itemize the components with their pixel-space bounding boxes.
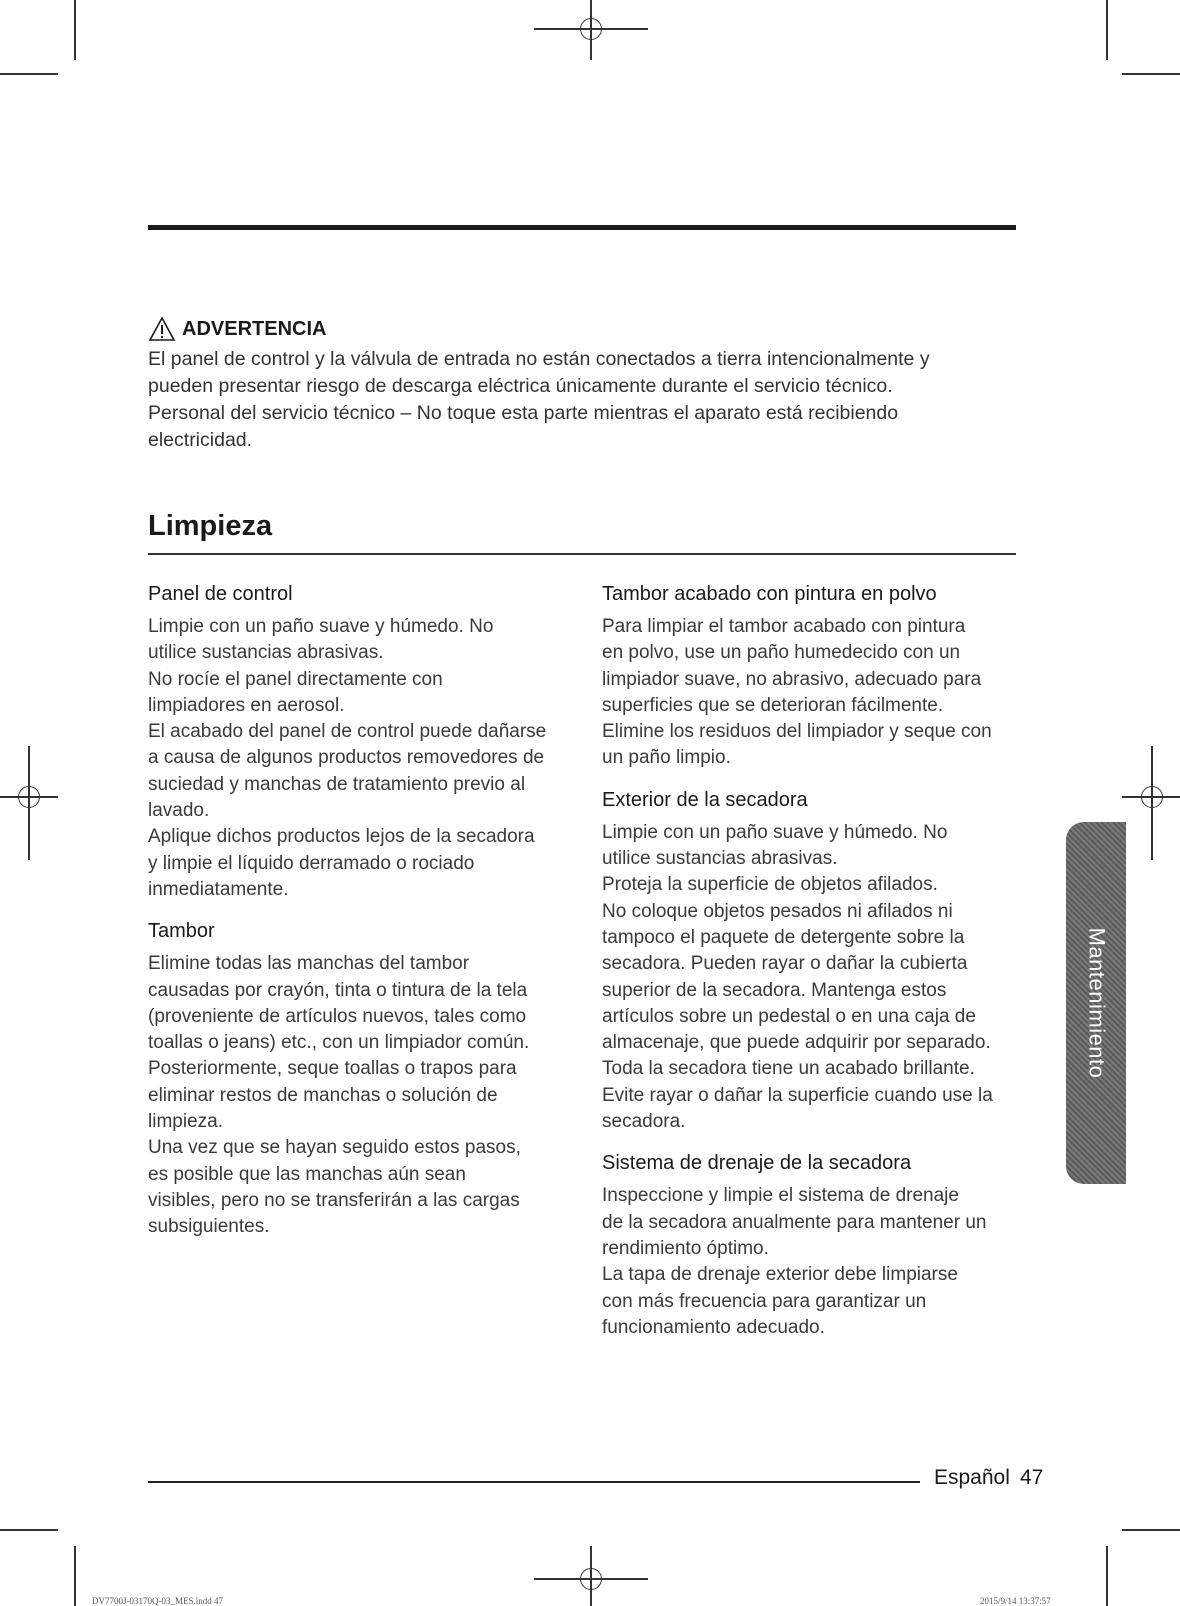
crop-mark bbox=[74, 0, 76, 60]
paragraph-line: Proteja la superficie de objetos afilados. bbox=[602, 874, 938, 896]
paragraph-line: toallas o jeans) etc., con un limpiador común. bbox=[148, 1032, 530, 1054]
paragraph-line: Limpie con un paño suave y húmedo. No bbox=[602, 821, 948, 843]
section-rule bbox=[148, 553, 1016, 555]
crop-mark bbox=[0, 1529, 58, 1531]
subsection-heading: Sistema de drenaje de la secadora bbox=[602, 1152, 912, 1175]
side-tab bbox=[1066, 822, 1126, 1184]
paragraph-line: Aplique dichos productos lejos de la secadora bbox=[148, 826, 535, 848]
side-tab-label: Mantenimiento bbox=[1084, 927, 1109, 1079]
left-column bbox=[148, 580, 568, 1255]
subsection-heading: Tambor acabado con pintura en polvo bbox=[602, 583, 937, 605]
paragraph-line: Posteriormente, seque toallas o trapos para bbox=[148, 1058, 517, 1080]
paragraph-line: almacenaje, que puede adquirir por separado. bbox=[602, 1032, 991, 1054]
paragraph-line: secadora. Pueden rayar o dañar la cubierta bbox=[602, 953, 968, 975]
paragraph-line: superficies que se deterioran fácilmente. bbox=[602, 694, 944, 716]
subsection bbox=[148, 917, 568, 1240]
footer-language: Español bbox=[934, 1466, 1010, 1489]
paragraph-line: El acabado del panel de control puede dañarse bbox=[148, 721, 547, 743]
slug-file: DV7700J-03170Q-03_MES.indd 47 bbox=[92, 1596, 224, 1606]
crop-mark bbox=[74, 1546, 76, 1606]
paragraph-line: eliminar restos de manchas o solución de bbox=[148, 1084, 498, 1106]
paragraph-line: La tapa de drenaje exterior debe limpiarse bbox=[602, 1264, 958, 1286]
paragraph-line: limpiador suave, no abrasivo, adecuado para bbox=[602, 668, 982, 690]
paragraph-line: funcionamiento adecuado. bbox=[602, 1316, 825, 1338]
paragraph-line: artículos sobre un pedestal o en una caja de bbox=[602, 1005, 976, 1027]
slug-timestamp: 2015/9/14 13:37:57 bbox=[980, 1596, 1051, 1606]
paragraph-line: Para limpiar el tambor acabado con pintura bbox=[602, 616, 966, 637]
subsection bbox=[602, 580, 1022, 772]
footer-rule bbox=[148, 1481, 920, 1483]
registration-circle bbox=[580, 1568, 602, 1590]
warning-line: pueden presentar riesgo de descarga eléctrica únicamente durante el servicio técnico. bbox=[148, 375, 893, 397]
crop-mark bbox=[1106, 0, 1108, 60]
registration-circle bbox=[580, 18, 602, 40]
paragraph-line: causadas por crayón, tinta o tintura de la tela bbox=[148, 979, 528, 1001]
right-column bbox=[602, 580, 1022, 1355]
paragraph-line: (proveniente de artículos nuevos, tales como bbox=[148, 1005, 527, 1027]
warning-heading-text: ADVERTENCIA bbox=[182, 317, 327, 340]
crop-mark bbox=[0, 73, 58, 75]
registration-circle bbox=[1141, 786, 1163, 808]
crop-mark bbox=[1122, 73, 1180, 75]
paragraph-line: utilice sustancias abrasivas. bbox=[148, 642, 384, 664]
paragraph-line: limpiadores en aerosol. bbox=[148, 694, 345, 716]
paragraph-line: subsiguientes. bbox=[148, 1216, 270, 1238]
paragraph-line: No rocíe el panel directamente con bbox=[148, 668, 443, 690]
paragraph-line: superior de la secadora. Mantenga estos bbox=[602, 979, 947, 1001]
page-number: 47 bbox=[1020, 1466, 1044, 1489]
subsection-heading: Panel de control bbox=[148, 583, 293, 605]
subsection bbox=[602, 786, 1022, 1136]
paragraph-line: Limpie con un paño suave y húmedo. No bbox=[148, 616, 494, 637]
warning-heading bbox=[148, 316, 326, 342]
subsection bbox=[148, 580, 568, 903]
paragraph-line: suciedad y manchas de tratamiento previo al bbox=[148, 773, 526, 795]
paragraph-line: Elimine los residuos del limpiador y seque con bbox=[602, 721, 992, 743]
section-title: Limpieza bbox=[148, 510, 273, 542]
warning-triangle-icon bbox=[148, 316, 176, 342]
warning-line: El panel de control y la válvula de entrada no están conectados a tierra intencionalmente y bbox=[148, 348, 930, 370]
paragraph-line: Evite rayar o dañar la superficie cuando use la bbox=[602, 1084, 993, 1106]
paragraph-line: limpieza. bbox=[148, 1111, 223, 1133]
paragraph-line: utilice sustancias abrasivas. bbox=[602, 848, 838, 870]
paragraph-line: en polvo, use un paño humedecido con un bbox=[602, 642, 961, 664]
paragraph-line: a causa de algunos productos removedores de bbox=[148, 747, 545, 769]
subsection bbox=[602, 1149, 1022, 1341]
paragraph-line: Elimine todas las manchas del tambor bbox=[148, 953, 470, 975]
subsection-heading: Exterior de la secadora bbox=[602, 788, 808, 811]
paragraph-line: No coloque objetos pesados ni afilados ni bbox=[602, 900, 953, 922]
paragraph-line: un paño limpio. bbox=[602, 747, 731, 769]
subsection-heading: Tambor bbox=[148, 920, 215, 943]
paragraph-line: Toda la secadora tiene un acabado brillante. bbox=[602, 1058, 975, 1080]
warning-line: Personal del servicio técnico – No toque esta parte mientras el aparato está recibiendo bbox=[148, 402, 899, 424]
paragraph-line: rendimiento óptimo. bbox=[602, 1237, 769, 1259]
warning-line: electricidad. bbox=[148, 429, 253, 451]
paragraph-line: con más frecuencia para garantizar un bbox=[602, 1290, 927, 1312]
paragraph-line: visibles, pero no se transferirán a las cargas bbox=[148, 1189, 520, 1211]
crop-mark bbox=[1122, 1529, 1180, 1531]
paragraph-line: Inspeccione y limpie el sistema de drenaje bbox=[602, 1185, 959, 1207]
crop-mark bbox=[1106, 1546, 1108, 1606]
paragraph-line: inmediatamente. bbox=[148, 878, 289, 900]
paragraph-line: es posible que las manchas aún sean bbox=[148, 1163, 466, 1185]
paragraph-line: Una vez que se hayan seguido estos pasos, bbox=[148, 1137, 521, 1159]
top-rule bbox=[148, 225, 1016, 230]
warning-body bbox=[148, 346, 1008, 454]
paragraph-line: tampoco el paquete de detergente sobre la bbox=[602, 926, 965, 948]
paragraph-line: de la secadora anualmente para mantener un bbox=[602, 1211, 987, 1233]
paragraph-line: y limpie el líquido derramado o rociado bbox=[148, 852, 475, 874]
paragraph-line: lavado. bbox=[148, 800, 210, 822]
paragraph-line: secadora. bbox=[602, 1111, 686, 1133]
registration-circle bbox=[18, 786, 40, 808]
